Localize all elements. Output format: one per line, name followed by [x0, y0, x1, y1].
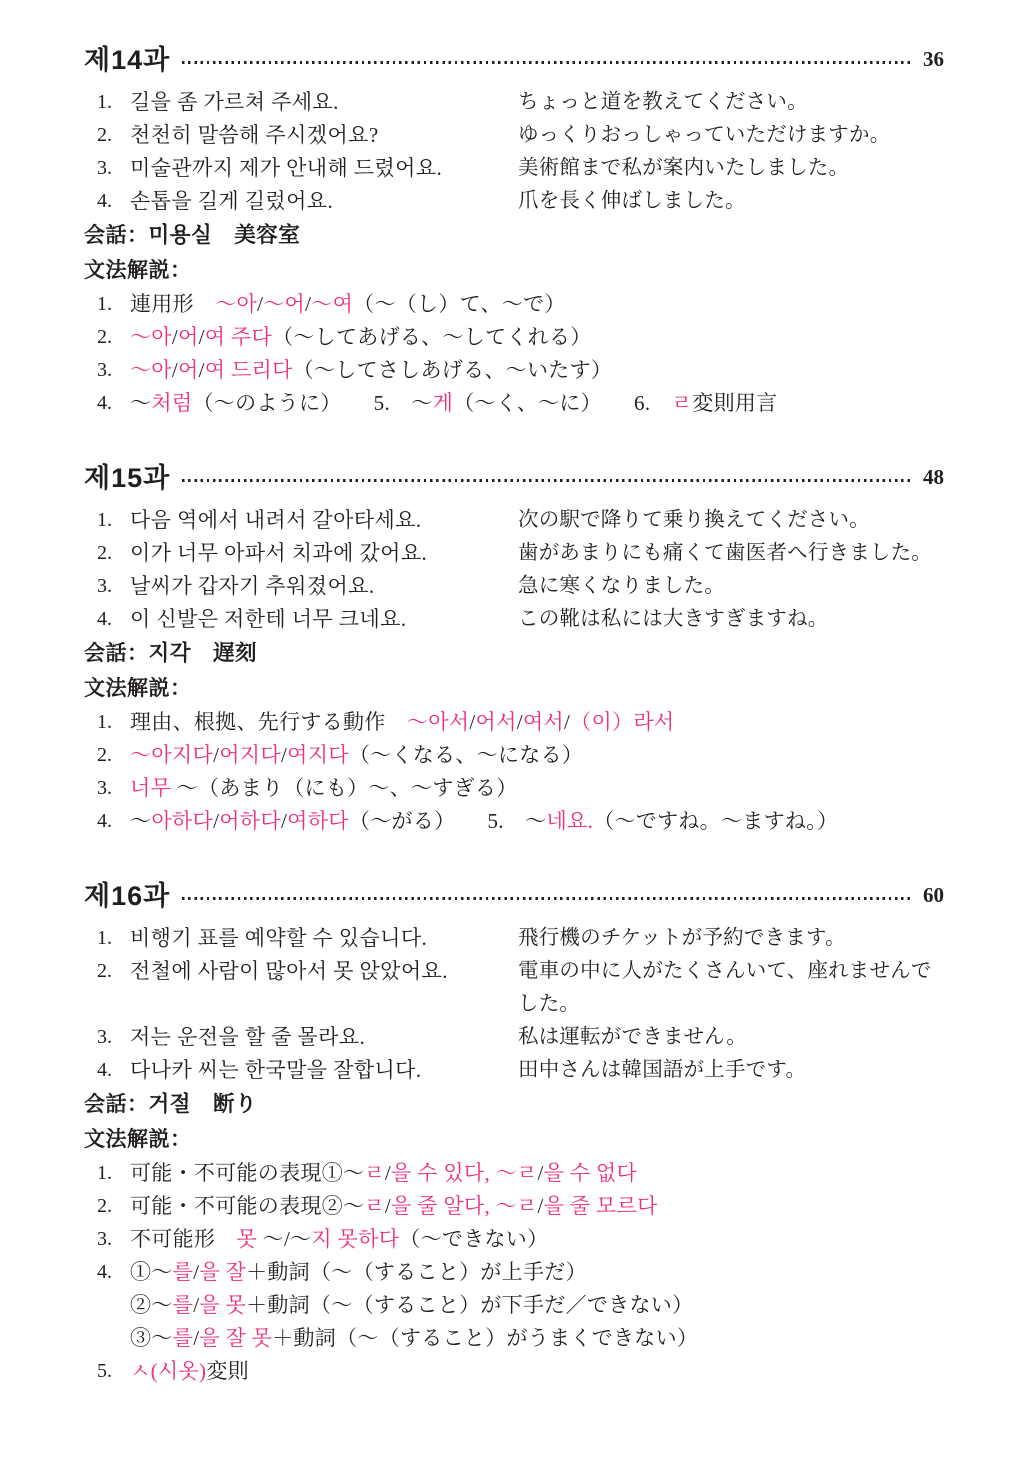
- grammar-item-content: [130, 1157, 944, 1190]
- grammar-text: /: [257, 292, 264, 316]
- grammar-korean-highlight: 못: [236, 1227, 258, 1251]
- kaiwa-topic: 지각 遅刻: [148, 641, 258, 665]
- grammar-item-row: [84, 772, 944, 805]
- example-sentence-row: [84, 1054, 944, 1087]
- grammar-text: ＋動詞（～（すること）が上手だ）: [246, 1260, 587, 1284]
- example-sentence-row: [84, 119, 944, 152]
- grammar-korean-highlight: 을 줄 모르다: [543, 1194, 658, 1218]
- section-page-number: 48: [923, 464, 944, 489]
- grammar-item-number: 1.: [97, 1162, 112, 1184]
- grammar-text: /: [213, 743, 220, 767]
- grammar-item-row: [84, 739, 944, 772]
- japanese-translation: 私は運転ができません。: [518, 1026, 747, 1048]
- grammar-item-number: 4.: [97, 1261, 112, 1283]
- example-sentence-row: [84, 922, 944, 955]
- korean-sentence: 이가 너무 아파서 치과에 갔어요.: [130, 541, 428, 565]
- grammar-item-number: 4.: [97, 392, 112, 414]
- dotted-leader: [182, 479, 913, 482]
- grammar-korean-highlight: 처럼: [151, 391, 193, 415]
- grammar-item-number: 2.: [97, 744, 112, 766]
- japanese-translation: 田中さんは韓国語が上手です。: [518, 1059, 807, 1081]
- grammar-text: （～く、～に） 6.: [453, 391, 672, 415]
- grammar-korean-highlight: ㄹ: [364, 1161, 385, 1185]
- grammar-text: 可能・不可能の表現②～: [130, 1194, 365, 1218]
- grammar-item-row: [84, 354, 944, 387]
- grammar-text: ②～: [130, 1293, 173, 1317]
- grammar-text: （～してあげる、～してくれる）: [272, 325, 592, 349]
- grammar-item-content: [130, 321, 944, 354]
- grammar-korean-highlight: ～아: [215, 292, 258, 316]
- grammar-text: /: [516, 710, 523, 734]
- grammar-item-row: [84, 1355, 944, 1388]
- sentence-number: 3.: [97, 575, 112, 597]
- grammar-item-row: [84, 706, 944, 739]
- grammar-item-number: 5.: [97, 1360, 112, 1382]
- japanese-translation: 爪を長く伸ばしました。: [518, 190, 746, 212]
- grammar-text: /: [193, 1260, 200, 1284]
- grammar-text: ＋動詞（～（すること）がうまくできない）: [272, 1326, 699, 1350]
- grammar-item-content: [130, 1289, 944, 1322]
- grammar-korean-highlight: ～아지다: [130, 743, 214, 767]
- section-title: 제15과: [84, 462, 171, 493]
- korean-sentence: 다음 역에서 내려서 갈아타세요.: [130, 508, 422, 532]
- grammar-text: ＋動詞（～（すること）が下手だ／できない）: [246, 1293, 694, 1317]
- grammar-text: 理由、根拠、先行する動作: [130, 710, 407, 734]
- grammar-text: ③～: [130, 1326, 173, 1350]
- grammar-item-content: [130, 288, 944, 321]
- grammar-item-row: [84, 1157, 944, 1190]
- grammar-korean-highlight: 어: [178, 325, 199, 349]
- grammar-korean-highlight: 지 못하다: [311, 1227, 400, 1251]
- grammar-item-number: 3.: [97, 777, 112, 799]
- grammar-text: 可能・不可能の表現①～: [130, 1161, 365, 1185]
- sentence-number: 3.: [97, 1026, 112, 1048]
- grammar-item-content: [130, 772, 944, 805]
- grammar-item-content: [130, 1322, 944, 1355]
- grammar-text: /: [537, 1161, 544, 1185]
- example-sentence-row: [84, 504, 944, 537]
- grammar-text: /: [213, 809, 220, 833]
- grammar-text: ～: [130, 391, 152, 415]
- dotted-leader: [182, 61, 913, 64]
- grammar-text: /: [469, 710, 476, 734]
- grammar-item-row: [84, 1223, 944, 1256]
- sentence-number: 1.: [97, 927, 112, 949]
- grammar-item-content: [130, 1223, 944, 1256]
- grammar-korean-highlight: 어: [178, 358, 199, 382]
- grammar-text: 変則用言: [692, 391, 778, 415]
- grammar-korean-highlight: 여 주다: [204, 325, 273, 349]
- grammar-item-content: [130, 805, 944, 838]
- grammar-korean-highlight: 을 수 있다, ～ㄹ: [391, 1161, 538, 1185]
- grammar-text: /: [198, 358, 205, 382]
- section-header: [84, 454, 944, 496]
- korean-sentence: 저는 운전을 할 줄 몰라요.: [130, 1025, 366, 1049]
- lesson-section: [84, 454, 944, 838]
- kaiwa-row: [84, 636, 944, 671]
- grammar-korean-highlight: ～여: [311, 292, 354, 316]
- grammar-korean-highlight: 너무: [130, 776, 172, 800]
- grammar-heading-label: 文法解説：: [84, 259, 192, 282]
- grammar-korean-highlight: 을 줄 알다, ～ㄹ: [391, 1194, 538, 1218]
- grammar-item-row: [84, 321, 944, 354]
- grammar-item-row: [84, 288, 944, 321]
- grammar-heading-label: 文法解説：: [84, 1128, 192, 1151]
- grammar-korean-highlight: ㅅ(시옷): [130, 1359, 207, 1383]
- grammar-text: /: [564, 710, 571, 734]
- kaiwa-row: [84, 218, 944, 253]
- kaiwa-label: 会話：: [84, 642, 149, 665]
- example-sentence-row: [84, 537, 944, 570]
- grammar-text: （～（し）て、～で）: [353, 292, 566, 316]
- korean-sentence: 날씨가 갑자기 추워졌어요.: [130, 574, 375, 598]
- grammar-korean-highlight: ～아: [130, 358, 172, 382]
- grammar-item-row: [84, 1190, 944, 1223]
- grammar-korean-highlight: 를: [172, 1293, 194, 1317]
- section-header: [84, 36, 944, 78]
- grammar-korean-highlight: 를: [172, 1326, 194, 1350]
- grammar-item-number: 1.: [97, 711, 112, 733]
- grammar-item-content: [130, 1256, 944, 1289]
- korean-sentence: 길을 좀 가르쳐 주세요.: [130, 90, 339, 114]
- grammar-korean-highlight: 게: [432, 391, 454, 415]
- lesson-section: [84, 872, 944, 1388]
- grammar-text: （～がる） 5. ～: [348, 809, 547, 833]
- sentence-number: 2.: [97, 960, 112, 982]
- kaiwa-label: 会話：: [84, 1093, 149, 1116]
- grammar-item-number: 3.: [97, 359, 112, 381]
- grammar-korean-highlight: ～아: [130, 325, 172, 349]
- section-page-number: 36: [923, 46, 944, 71]
- grammar-item-content: [130, 1355, 944, 1388]
- lesson-section: [84, 36, 944, 420]
- grammar-text: /: [384, 1194, 392, 1218]
- kaiwa-topic: 거절 断り: [148, 1092, 258, 1116]
- grammar-korean-highlight: 을 수 없다: [543, 1161, 638, 1185]
- grammar-text: ～/～: [257, 1227, 312, 1251]
- grammar-korean-highlight: 여하다: [287, 809, 349, 833]
- korean-sentence: 천천히 말씀해 주시겠어요?: [130, 123, 379, 147]
- grammar-heading: [84, 671, 944, 706]
- grammar-korean-highlight: 네요.: [546, 809, 594, 833]
- section-title: 제14과: [84, 44, 171, 75]
- japanese-translation: 飛行機のチケットが予約できます。: [518, 927, 846, 949]
- grammar-text: /: [171, 325, 179, 349]
- grammar-korean-highlight: 을 못: [199, 1293, 247, 1317]
- grammar-item-content: [130, 354, 944, 387]
- kaiwa-topic: 미용실 美容室: [148, 223, 301, 247]
- grammar-heading: [84, 1122, 944, 1157]
- grammar-korean-highlight: 여서: [522, 710, 565, 734]
- grammar-heading-label: 文法解説：: [84, 677, 192, 700]
- kaiwa-row: [84, 1087, 944, 1122]
- japanese-translation: 電車の中に人がたくさんいて、座れませんでした。: [518, 960, 932, 1015]
- grammar-text: ①～: [130, 1260, 173, 1284]
- section-page-number: 60: [923, 882, 944, 907]
- grammar-item-number: 4.: [97, 810, 112, 832]
- example-sentence-row: [84, 152, 944, 185]
- section-title: 제16과: [84, 880, 171, 911]
- grammar-item-number: 3.: [97, 1228, 112, 1250]
- grammar-korean-highlight: 을 잘: [199, 1260, 247, 1284]
- grammar-item-row: [84, 1289, 944, 1322]
- sentence-number: 3.: [97, 157, 112, 179]
- japanese-translation: ちょっと道を教えてください。: [518, 91, 808, 113]
- grammar-korean-highlight: 어지다: [219, 743, 281, 767]
- example-sentence-row: [84, 1021, 944, 1054]
- grammar-item-content: [130, 387, 944, 420]
- grammar-korean-highlight: 여지다: [287, 743, 349, 767]
- grammar-item-row: [84, 1322, 944, 1355]
- japanese-translation: 急に寒くなりました。: [518, 575, 725, 597]
- dotted-leader: [182, 897, 913, 900]
- grammar-text: /: [198, 325, 205, 349]
- korean-sentence: 비행기 표를 예약할 수 있습니다.: [130, 926, 428, 950]
- korean-sentence: 다나카 씨는 한국말을 잘합니다.: [130, 1058, 422, 1082]
- example-sentence-row: [84, 185, 944, 218]
- example-sentence-row: [84, 86, 944, 119]
- grammar-item-row: [84, 387, 944, 420]
- grammar-heading: [84, 253, 944, 288]
- grammar-text: （～くなる、～になる）: [348, 743, 584, 767]
- japanese-translation: 次の駅で降りて乗り換えてください。: [518, 509, 870, 531]
- grammar-item-row: [84, 1256, 944, 1289]
- section-header: [84, 872, 944, 914]
- sentence-number: 4.: [97, 1059, 112, 1081]
- example-sentence-row: [84, 570, 944, 603]
- grammar-korean-highlight: 아하다: [151, 809, 214, 833]
- grammar-korean-highlight: ㄹ: [364, 1194, 385, 1218]
- grammar-text: 連用形: [130, 292, 216, 316]
- grammar-item-number: 2.: [97, 326, 112, 348]
- grammar-text: /: [280, 809, 288, 833]
- grammar-korean-highlight: 어하다: [219, 809, 281, 833]
- sentence-number: 2.: [97, 124, 112, 146]
- grammar-text: 不可能形: [130, 1227, 237, 1251]
- example-sentence-row: [84, 603, 944, 636]
- grammar-item-number: 2.: [97, 1195, 112, 1217]
- japanese-translation: ゆっくりおっしゃっていただけますか。: [518, 124, 891, 146]
- kaiwa-label: 会話：: [84, 224, 149, 247]
- grammar-text: 変則: [206, 1359, 249, 1383]
- example-sentence-row: [84, 955, 944, 1021]
- grammar-korean-highlight: 를: [172, 1260, 194, 1284]
- korean-sentence: 전철에 사람이 많아서 못 앉았어요.: [130, 959, 448, 983]
- grammar-text: （～できない）: [399, 1227, 549, 1251]
- sentence-number: 1.: [97, 509, 112, 531]
- grammar-text: ～（あまり（にも）～、～すぎる）: [171, 776, 518, 800]
- grammar-korean-highlight: ㄹ: [671, 391, 693, 415]
- japanese-translation: この靴は私には大きすぎますね。: [518, 608, 829, 630]
- japanese-translation: 美術館まで私が案内いたしました。: [518, 157, 850, 179]
- grammar-item-number: 1.: [97, 293, 112, 315]
- grammar-korean-highlight: （이）라서: [570, 710, 675, 734]
- grammar-korean-highlight: 어서: [475, 710, 517, 734]
- grammar-korean-highlight: 여 드리다: [204, 358, 293, 382]
- korean-sentence: 이 신발은 저한테 너무 크네요.: [130, 607, 407, 631]
- korean-sentence: 미술관까지 제가 안내해 드렸어요.: [130, 156, 443, 180]
- grammar-korean-highlight: ～아서: [406, 710, 470, 734]
- grammar-text: ～: [130, 809, 152, 833]
- sentence-number: 4.: [97, 190, 112, 212]
- grammar-korean-highlight: ～어: [263, 292, 306, 316]
- sentence-number: 1.: [97, 91, 112, 113]
- sentence-number: 2.: [97, 542, 112, 564]
- japanese-translation: 歯があまりにも痛くて歯医者へ行きました。: [518, 542, 932, 564]
- grammar-text: （～のように） 5. ～: [192, 391, 433, 415]
- grammar-item-content: [130, 706, 944, 739]
- grammar-item-row: [84, 805, 944, 838]
- grammar-item-content: [130, 739, 944, 772]
- grammar-text: （～ですね。～ますね。）: [593, 809, 839, 833]
- grammar-korean-highlight: 을 잘 못: [199, 1326, 273, 1350]
- grammar-text: /: [384, 1161, 392, 1185]
- grammar-text: （～してさしあげる、～いたす）: [292, 358, 613, 382]
- grammar-item-content: [130, 1190, 944, 1223]
- korean-sentence: 손톱을 길게 길렀어요.: [130, 189, 334, 213]
- grammar-text: /: [171, 358, 179, 382]
- grammar-text: /: [193, 1326, 200, 1350]
- grammar-text: /: [193, 1293, 200, 1317]
- grammar-text: /: [537, 1194, 544, 1218]
- grammar-text: /: [280, 743, 288, 767]
- grammar-text: /: [305, 292, 312, 316]
- sentence-number: 4.: [97, 608, 112, 630]
